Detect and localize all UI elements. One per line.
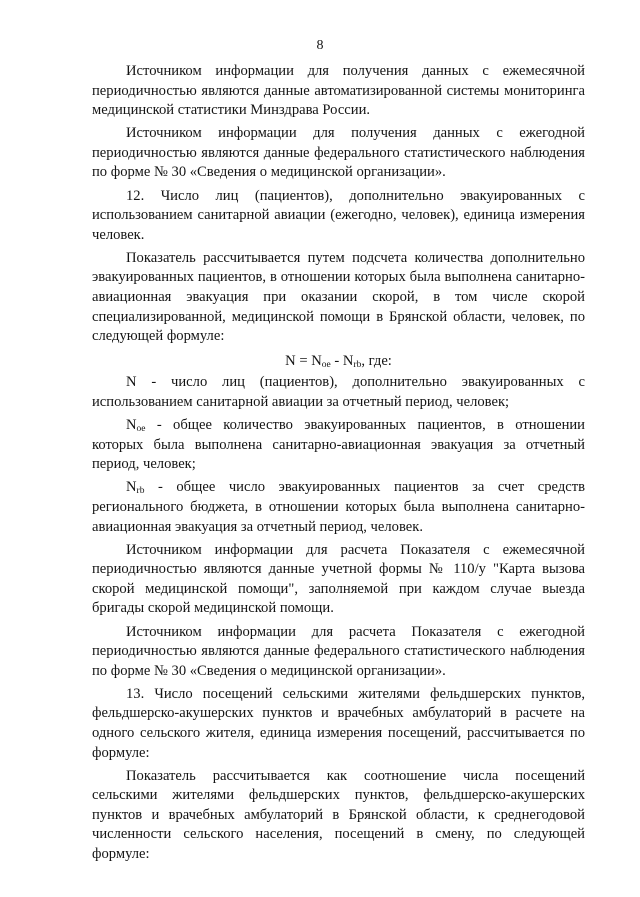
paragraph-source-form-30: Источником информации для расчета Показателя с ежегодной периодичностью являются данные федерального статистического наблюдения по форме № 30 «Сведения о медицинской организации». <box>92 623 585 679</box>
page-number: 8 <box>316 38 324 53</box>
paragraph-indicator-13-method: Показатель рассчитывается как соотношение числа посещений сельскими жителями фельдшерских пунктов, фельдшерско-акушерских пунктов и врачебных амбулаторий в Брянской области, к среднегодовой численности сельского населения, посещений в смену, по следующей формуле: <box>92 767 585 863</box>
paragraph-source-monthly: Источником информации для получения данных с ежемесячной периодичностью являются данные автоматизированной системы мониторинга медицинской статистики Минздрава России. <box>92 63 585 119</box>
formula: $N = N_{oe} - N_{rb}$, где: <box>285 352 392 370</box>
definition-nrb: $N_{rb}$ - общее число эвакуированных пациентов за счет средств регионального бюджета, в отношении которых была выполнена санитарно-авиационная эвакуация за отчетный период, человек. <box>92 479 585 535</box>
indicator-13-heading: 13. Число посещений сельскими жителями фельдшерских пунктов, фельдшерско-акушерских пунктов и врачебных амбулаторий в расчете на одного сельского жителя, единица измерения посещений, рассчитывается по формуле: <box>92 685 585 761</box>
indicator-12-heading: 12. Число лиц (пациентов), дополнительно эвакуированных с использованием санитарной авиации (ежегодно, человек), единица измерения человек. <box>92 187 585 243</box>
definition-noe: $N_{oe}$ - общее количество эвакуированных пациентов, в отношении которых была выполнена санитарно-авиационная эвакуация за отчетный период, человек; <box>92 417 585 473</box>
paragraph-calculation-method: Показатель рассчитывается путем подсчета количества дополнительно эвакуированных пациентов, в отношении которых была выполнена санитарно-авиационная эвакуация при оказании скорой, в том числе скорой специализированной, медицинской помощи в Брянской области, человек, по следующей формуле: <box>92 249 585 345</box>
document-body <box>92 62 585 868</box>
definition-n: N - число лиц (пациентов), дополнительно эвакуированных с использованием санитарной авиации за отчетный период, человек; <box>92 374 585 410</box>
paragraph-source-form-110: Источником информации для расчета Показателя с ежемесячной периодичностью являются данные учетной формы № 110/у "Карта вызова скорой медицинской помощи", заполняемой при каждом случае выезда бригады скорой медицинской помощи. <box>92 541 585 617</box>
paragraph-source-yearly: Источником информации для получения данных с ежегодной периодичностью являются данные федерального статистического наблюдения по форме № 30 «Сведения о медицинской организации». <box>92 125 585 181</box>
